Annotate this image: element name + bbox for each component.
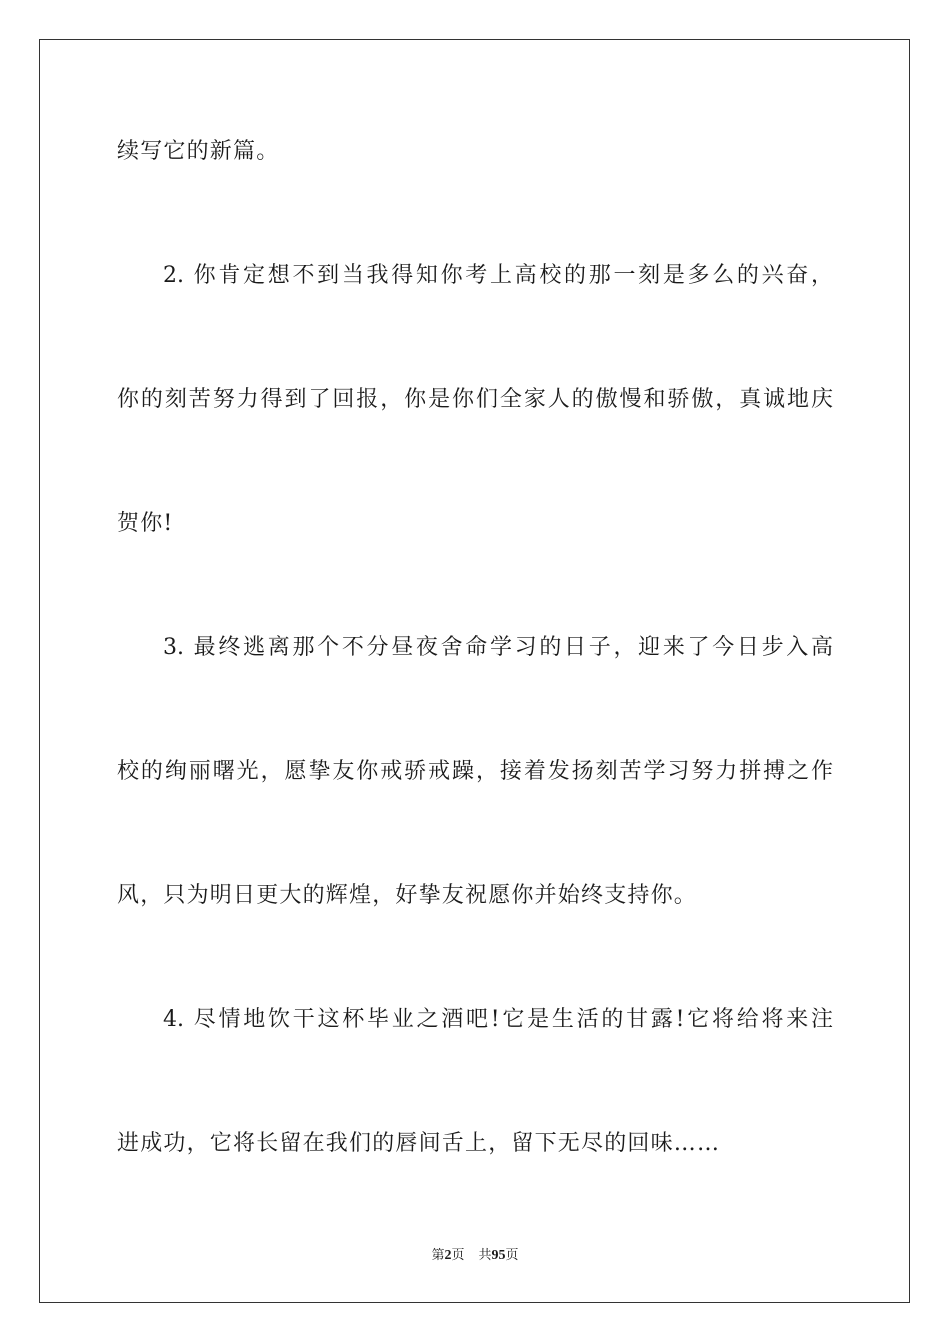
paragraph-2-line-2: 你的刻苦努力得到了回报，你是你们全家人的傲慢和骄傲，真诚地庆 bbox=[117, 387, 833, 412]
paragraph-1-line-1: 续写它的新篇。 bbox=[117, 139, 280, 164]
page-footer bbox=[0, 1247, 950, 1265]
footer-page-number: 2 bbox=[444, 1248, 452, 1263]
page-frame bbox=[39, 39, 910, 1303]
paragraph-3-line-3: 风，只为明日更大的辉煌，好挚友祝愿你并始终支持你。 bbox=[117, 883, 698, 908]
footer-total-suffix: 页 bbox=[505, 1248, 519, 1263]
footer-total-prefix: 共 bbox=[478, 1248, 492, 1263]
paragraph-3-line-2: 校的绚丽曙光，愿挚友你戒骄戒躁，接着发扬刻苦学习努力拼搏之作 bbox=[117, 759, 833, 784]
footer-page-prefix: 第 bbox=[431, 1248, 445, 1263]
paragraph-4-line-2: 进成功，它将长留在我们的唇间舌上，留下无尽的回味…… bbox=[117, 1131, 721, 1156]
paragraph-2-line-3: 贺你! bbox=[117, 511, 174, 536]
paragraph-2-line-1: 2. 你肯定想不到当我得知你考上高校的那一刻是多么的兴奋， bbox=[163, 263, 833, 288]
paragraph-4-line-1: 4. 尽情地饮干这杯毕业之酒吧!它是生活的甘露!它将给将来注 bbox=[163, 1007, 833, 1032]
footer-total-pages: 95 bbox=[491, 1248, 506, 1263]
footer-page-suffix: 页 bbox=[451, 1248, 465, 1263]
paragraph-3-line-1: 3. 最终逃离那个不分昼夜舍命学习的日子，迎来了今日步入高 bbox=[163, 635, 833, 660]
